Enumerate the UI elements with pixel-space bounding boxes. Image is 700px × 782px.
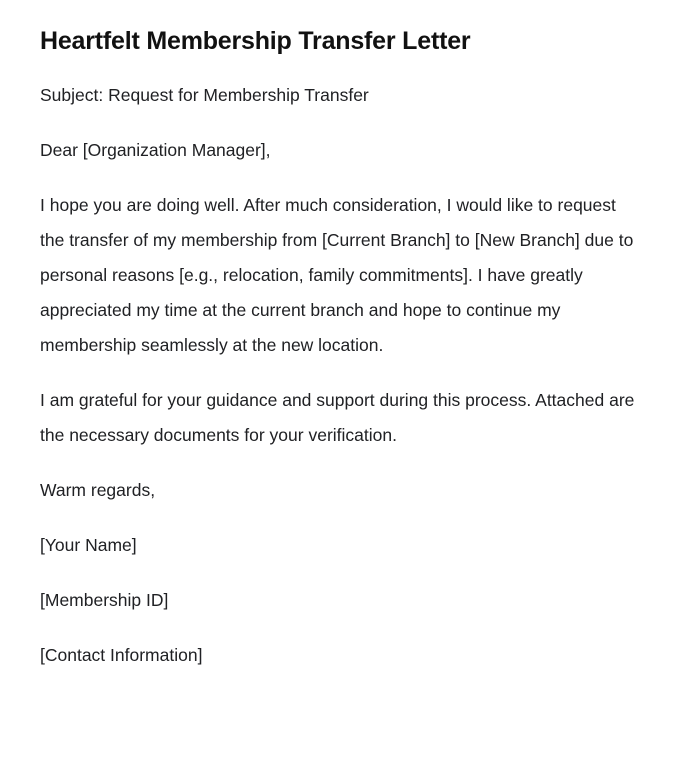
closing-salutation: Warm regards, — [40, 480, 156, 500]
subject-line: Subject: Request for Membership Transfer — [40, 85, 369, 105]
signature-contact-information: [Contact Information] — [40, 645, 203, 665]
signature-membership-id: [Membership ID] — [40, 590, 169, 610]
signature-name: [Your Name] — [40, 535, 137, 555]
salutation-line: Dear [Organization Manager], — [40, 140, 271, 160]
page-title: Heartfelt Membership Transfer Letter — [40, 27, 471, 55]
body-paragraph-2: I am grateful for your guidance and support during this process. Attached are the necessary documents for your verification. — [40, 390, 635, 445]
body-paragraph-1: I hope you are doing well. After much consideration, I would like to request the transfer of my membership from [Current Branch] to [New Branch] due to personal reasons [e.g., relocation, family commitments]. I have greatly appreciated my time at the current branch and hope to continue my membership seamlessly at the new location. — [40, 195, 634, 355]
letter-body — [40, 78, 645, 673]
